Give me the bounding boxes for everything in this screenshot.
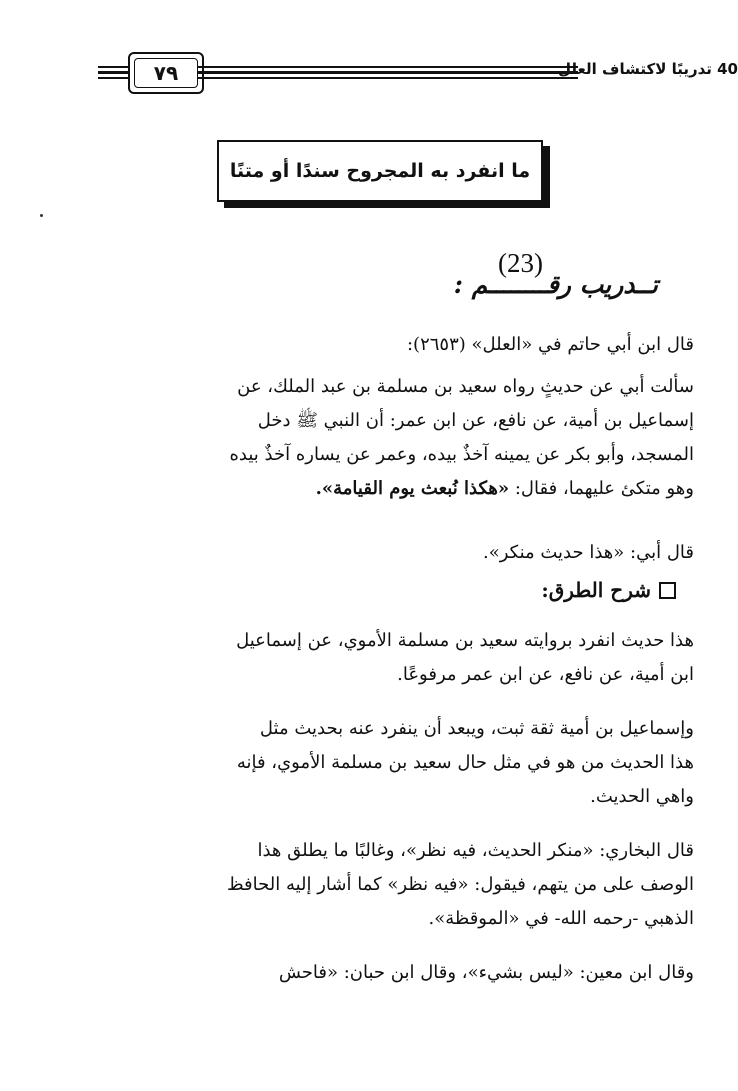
section-title: ما انفرد به المجروح سندًا أو متنًا [229, 160, 531, 182]
exercise-label: تــدريب رقــــــــم : [453, 270, 658, 299]
square-bullet-icon [659, 582, 676, 599]
exercise-number: (23) [498, 248, 543, 278]
question-line-1: سألت أبي عن حديثٍ رواه سعيد بن مسلمة بن عبد الملك، عن [237, 376, 694, 397]
answer-line: قال أبي: «هذا حديث منكر». [482, 542, 694, 563]
stray-dot [40, 214, 43, 217]
question-line-3: المسجد، وأبو بكر عن يمينه آخذٌ بيده، وعمر عن يساره آخذٌ بيده [229, 444, 694, 465]
page-number: ٧٩ [128, 52, 204, 94]
commentary-line: ابن أمية، عن نافع، عن ابن عمر مرفوعًا. [397, 664, 694, 685]
commentary-line: هذا الحديث من هو في مثل حال سعيد بن مسلمة الأموي، فإنه [236, 752, 694, 773]
question-line-4 [94, 472, 694, 506]
question-line-4-text: وهو متكئ عليهما، فقال: [514, 478, 694, 499]
commentary-line: الوصف على من يتهم، فيقول: «فيه نظر» كما أشار إليه الحافظ [226, 874, 694, 895]
header-rule-left [98, 66, 132, 80]
question-paragraph [94, 370, 694, 506]
commentary-line: وإسماعيل بن أمية ثقة ثبت، ويبعد أن ينفرد عنه بحديث مثل [259, 718, 694, 739]
commentary-line: هذا حديث انفرد بروايته سعيد بن مسلمة الأموي، عن إسماعيل [236, 630, 694, 651]
commentary-line: واهي الحديث. [590, 786, 694, 807]
question-line-2: إسماعيل بن أمية، عن نافع، عن ابن عمر: أن النبي ﷺ دخل [257, 410, 694, 431]
intro-line: قال ابن أبي حاتم في «العلل» (٢٦٥٣): [406, 334, 694, 355]
commentary-paragraph-2 [94, 712, 694, 814]
commentary-line: وقال ابن معين: «ليس بشيء»، وقال ابن حبان: «فاحش [278, 962, 694, 983]
intro-paragraph [94, 328, 694, 362]
answer-paragraph [94, 536, 694, 570]
commentary-paragraph-1 [94, 624, 694, 692]
commentary-heading-text: شرح الطرق: [541, 578, 651, 602]
section-title-box [217, 140, 543, 202]
commentary-paragraph-3 [94, 834, 694, 936]
running-title: 40 تدريبًا لاكتشاف العلل [558, 60, 738, 78]
commentary-line: الذهبي -رحمه الله- في «الموقظة». [428, 908, 694, 929]
commentary-paragraph-4 [94, 956, 694, 990]
header-rule-right [198, 66, 578, 80]
prophetic-quote: «هكذا نُبعث يوم القيامة». [315, 478, 510, 499]
commentary-line: قال البخاري: «منكر الحديث، فيه نظر»، وغالبًا ما يطلق هذا [257, 840, 694, 861]
commentary-heading [541, 578, 676, 602]
running-header [92, 52, 738, 98]
